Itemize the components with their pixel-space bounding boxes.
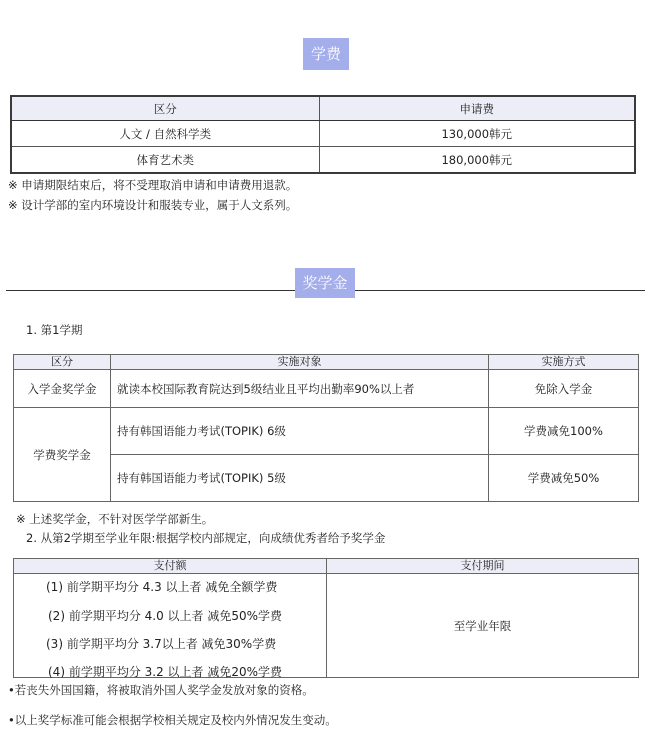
scholarship-note: ※ 上述奖学金，不针对医学学部新生。 — [16, 512, 214, 526]
footer-note: •若丧失外国国籍，将被取消外国人奖学金发放对象的资格。 — [8, 683, 314, 697]
table-cell: 持有韩国语能力考试(TOPIK) 5级 — [111, 455, 489, 502]
table-cell: 130,000韩元 — [319, 121, 635, 147]
second-semester-label: 2. 从第2学期至学业年限:根据学校内部规定，向成绩优秀者给予奖学金 — [26, 531, 386, 545]
table-cell: 体育艺术类 — [11, 147, 319, 174]
table-row — [11, 121, 635, 147]
gpa-criterion: (3) 前学期平均分 3.7以上者 减免30%学费 — [46, 637, 277, 651]
table-row — [11, 147, 635, 174]
tuition-note: ※ 申请期限结束后，将不受理取消申请和申请费用退款。 — [8, 178, 298, 192]
gpa-criterion: (2) 前学期平均分 4.0 以上者 减免50%学费 — [48, 609, 283, 623]
tuition-note: ※ 设计学部的室内环境设计和服装专业，属于人文系列。 — [8, 198, 298, 212]
tuition-title: 学费 — [303, 38, 349, 70]
scholarship-title: 奖学金 — [295, 268, 355, 298]
first-semester-scholarship-table — [13, 354, 639, 502]
table-header-row — [14, 559, 639, 574]
table-cell: 学费奖学金 — [14, 408, 111, 502]
table-cell: 至学业年限 — [327, 574, 639, 678]
table-header-row — [11, 96, 635, 121]
footer-note: •以上奖学标准可能会根据学校相关规定及校内外情况发生变动。 — [8, 713, 337, 727]
table-cell: 入学金奖学金 — [14, 370, 111, 408]
table-header-cell: 实施对象 — [111, 355, 489, 370]
table-cell: 持有韩国语能力考试(TOPIK) 6级 — [111, 408, 489, 455]
table-header-cell: 区分 — [14, 355, 111, 370]
table-header-cell: 区分 — [11, 96, 319, 121]
table-cell: 学费减免100% — [489, 408, 639, 455]
first-semester-label: 1. 第1学期 — [26, 323, 83, 337]
gpa-criterion: (1) 前学期平均分 4.3 以上者 减免全额学费 — [46, 580, 278, 594]
table-header-cell: 实施方式 — [489, 355, 639, 370]
tuition-table — [10, 95, 636, 174]
table-header-cell: 申请费 — [319, 96, 635, 121]
gpa-criterion: (4) 前学期平均分 3.2 以上者 减免20%学费 — [48, 665, 283, 679]
table-cell: 免除入学金 — [489, 370, 639, 408]
table-cell: 就读本校国际教育院达到5级结业且平均出勤率90%以上者 — [111, 370, 489, 408]
table-header-cell: 支付额 — [14, 559, 327, 574]
table-row — [14, 370, 639, 408]
table-header-row — [14, 355, 639, 370]
table-header-cell: 支付期间 — [327, 559, 639, 574]
table-cell: 人文 / 自然科学类 — [11, 121, 319, 147]
table-row — [14, 408, 639, 455]
table-cell: 180,000韩元 — [319, 147, 635, 174]
table-cell: 学费减免50% — [489, 455, 639, 502]
